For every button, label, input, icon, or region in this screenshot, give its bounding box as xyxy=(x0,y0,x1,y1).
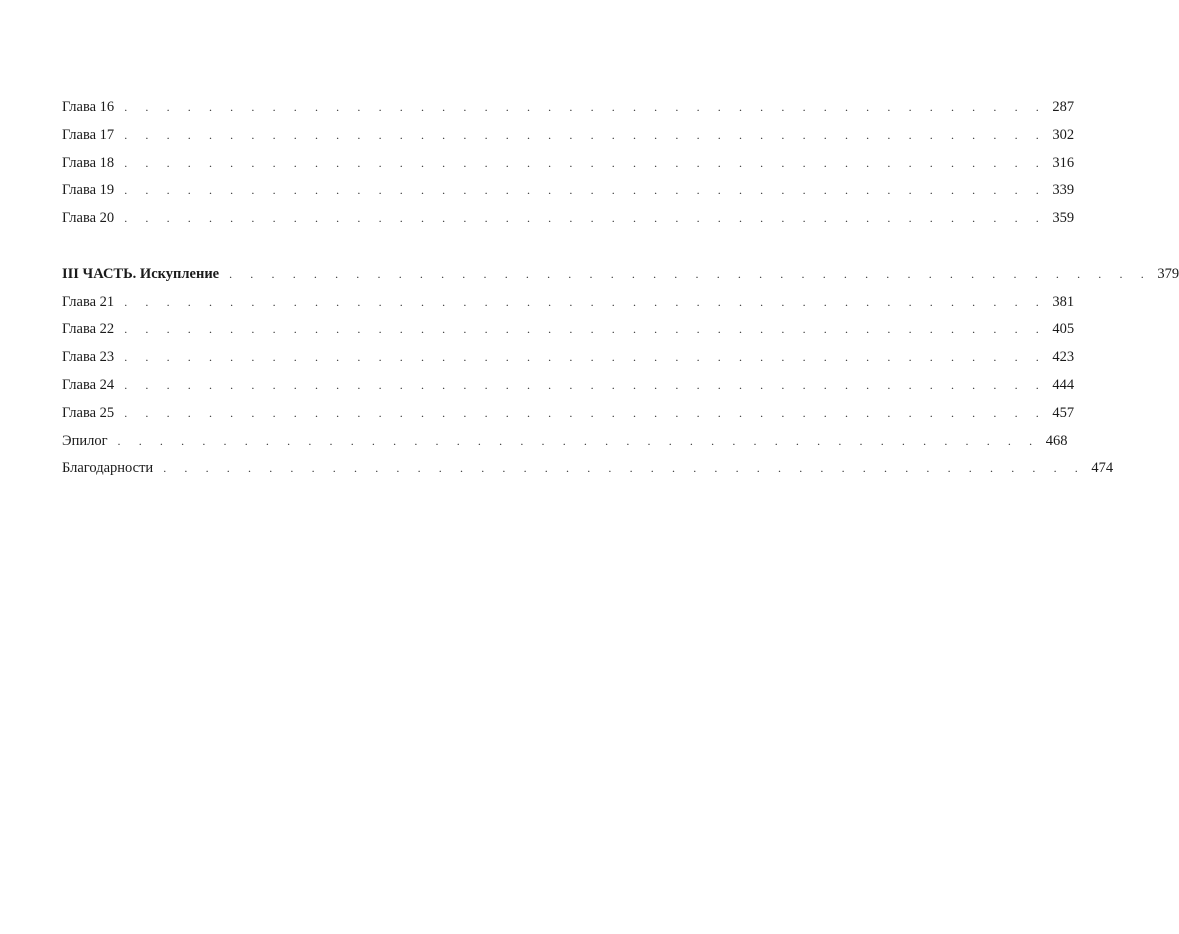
toc-entry xyxy=(62,94,1075,122)
part-heading-title: III ЧАСТЬ. Искупление xyxy=(62,265,220,282)
dot-leader: . . . . . . . . . . . . . . . . . . . . . . . . . . . . . . . . . . . . . . . . . . . . xyxy=(124,211,1047,226)
toc-entry xyxy=(62,400,1075,428)
dot-leader: . . . . . . . . . . . . . . . . . . . . . . . . . . . . . . . . . . . . . . . . . . . . xyxy=(124,155,1047,170)
toc-entry-page: 423 xyxy=(1052,349,1075,366)
toc-entry-title: Эпилог xyxy=(62,432,108,449)
toc-entry-title: Благодарности xyxy=(62,460,154,477)
toc-entry-title: Глава 21 xyxy=(62,293,115,310)
dot-leader: . . . . . . . . . . . . . . . . . . . . . . . . . . . . . . . . . . . . . . . . . . . . xyxy=(124,183,1047,198)
dot-leader: . . . . . . . . . . . . . . . . . . . . . . . . . . . . . . . . . . . . . . . . . . . . xyxy=(117,433,1040,448)
toc-entry-page: 457 xyxy=(1052,404,1075,421)
toc-entry xyxy=(62,122,1075,150)
toc-entry-title: Глава 25 xyxy=(62,404,115,421)
toc-entry-title: Глава 24 xyxy=(62,376,115,393)
dot-leader: . . . . . . . . . . . . . . . . . . . . . . . . . . . . . . . . . . . . . . . . . . . . xyxy=(124,350,1047,365)
toc-entry-page: 316 xyxy=(1052,154,1075,171)
table-of-contents xyxy=(62,94,1179,483)
toc-entry-title: Глава 20 xyxy=(62,210,115,227)
toc-entry-page: 302 xyxy=(1052,126,1075,143)
toc-entry xyxy=(62,289,1075,317)
toc-part-heading xyxy=(62,261,1179,289)
toc-entry-title: Глава 22 xyxy=(62,321,115,338)
toc-entry xyxy=(62,428,1068,456)
part-heading-page: 379 xyxy=(1157,265,1179,282)
dot-leader: . . . . . . . . . . . . . . . . . . . . . . . . . . . . . . . . . . . . . . . . . . . . xyxy=(229,266,1152,281)
toc-entry xyxy=(62,150,1075,178)
toc-entry xyxy=(62,177,1075,205)
toc-entry xyxy=(62,205,1075,233)
toc-entry-page: 468 xyxy=(1045,432,1068,449)
toc-entry-page: 359 xyxy=(1052,210,1075,227)
dot-leader: . . . . . . . . . . . . . . . . . . . . . . . . . . . . . . . . . . . . . . . . . . . . xyxy=(124,377,1047,392)
toc-entry-title: Глава 19 xyxy=(62,182,115,199)
toc-entry xyxy=(62,316,1075,344)
toc-entry-title: Глава 23 xyxy=(62,349,115,366)
toc-entry-title: Глава 17 xyxy=(62,126,115,143)
toc-entry-page: 444 xyxy=(1052,376,1075,393)
toc-entry xyxy=(62,344,1075,372)
dot-leader: . . . . . . . . . . . . . . . . . . . . . . . . . . . . . . . . . . . . . . . . . . . . xyxy=(124,100,1047,114)
toc-entry-page: 405 xyxy=(1052,321,1075,338)
toc-entry-page: 339 xyxy=(1052,182,1075,199)
section-spacer xyxy=(62,233,475,261)
dot-leader: . . . . . . . . . . . . . . . . . . . . . . . . . . . . . . . . . . . . . . . . . . . . xyxy=(124,127,1047,142)
toc-entry-page: 381 xyxy=(1052,293,1075,310)
dot-leader: . . . . . . . . . . . . . . . . . . . . . . . . . . . . . . . . . . . . . . . . . . . . xyxy=(124,294,1047,309)
toc-entry-page: 474 xyxy=(1091,460,1114,477)
dot-leader: . . . . . . . . . . . . . . . . . . . . . . . . . . . . . . . . . . . . . . . . . . . . xyxy=(163,461,1086,476)
toc-entry-page: 287 xyxy=(1052,99,1075,115)
toc-entry-title: Глава 18 xyxy=(62,154,115,171)
toc-entry xyxy=(62,455,1114,483)
toc-entry-title: Глава 16 xyxy=(62,99,115,115)
toc-entry xyxy=(62,372,1075,400)
dot-leader: . . . . . . . . . . . . . . . . . . . . . . . . . . . . . . . . . . . . . . . . . . . . xyxy=(124,405,1047,420)
dot-leader: . . . . . . . . . . . . . . . . . . . . . . . . . . . . . . . . . . . . . . . . . . . . xyxy=(124,322,1047,337)
